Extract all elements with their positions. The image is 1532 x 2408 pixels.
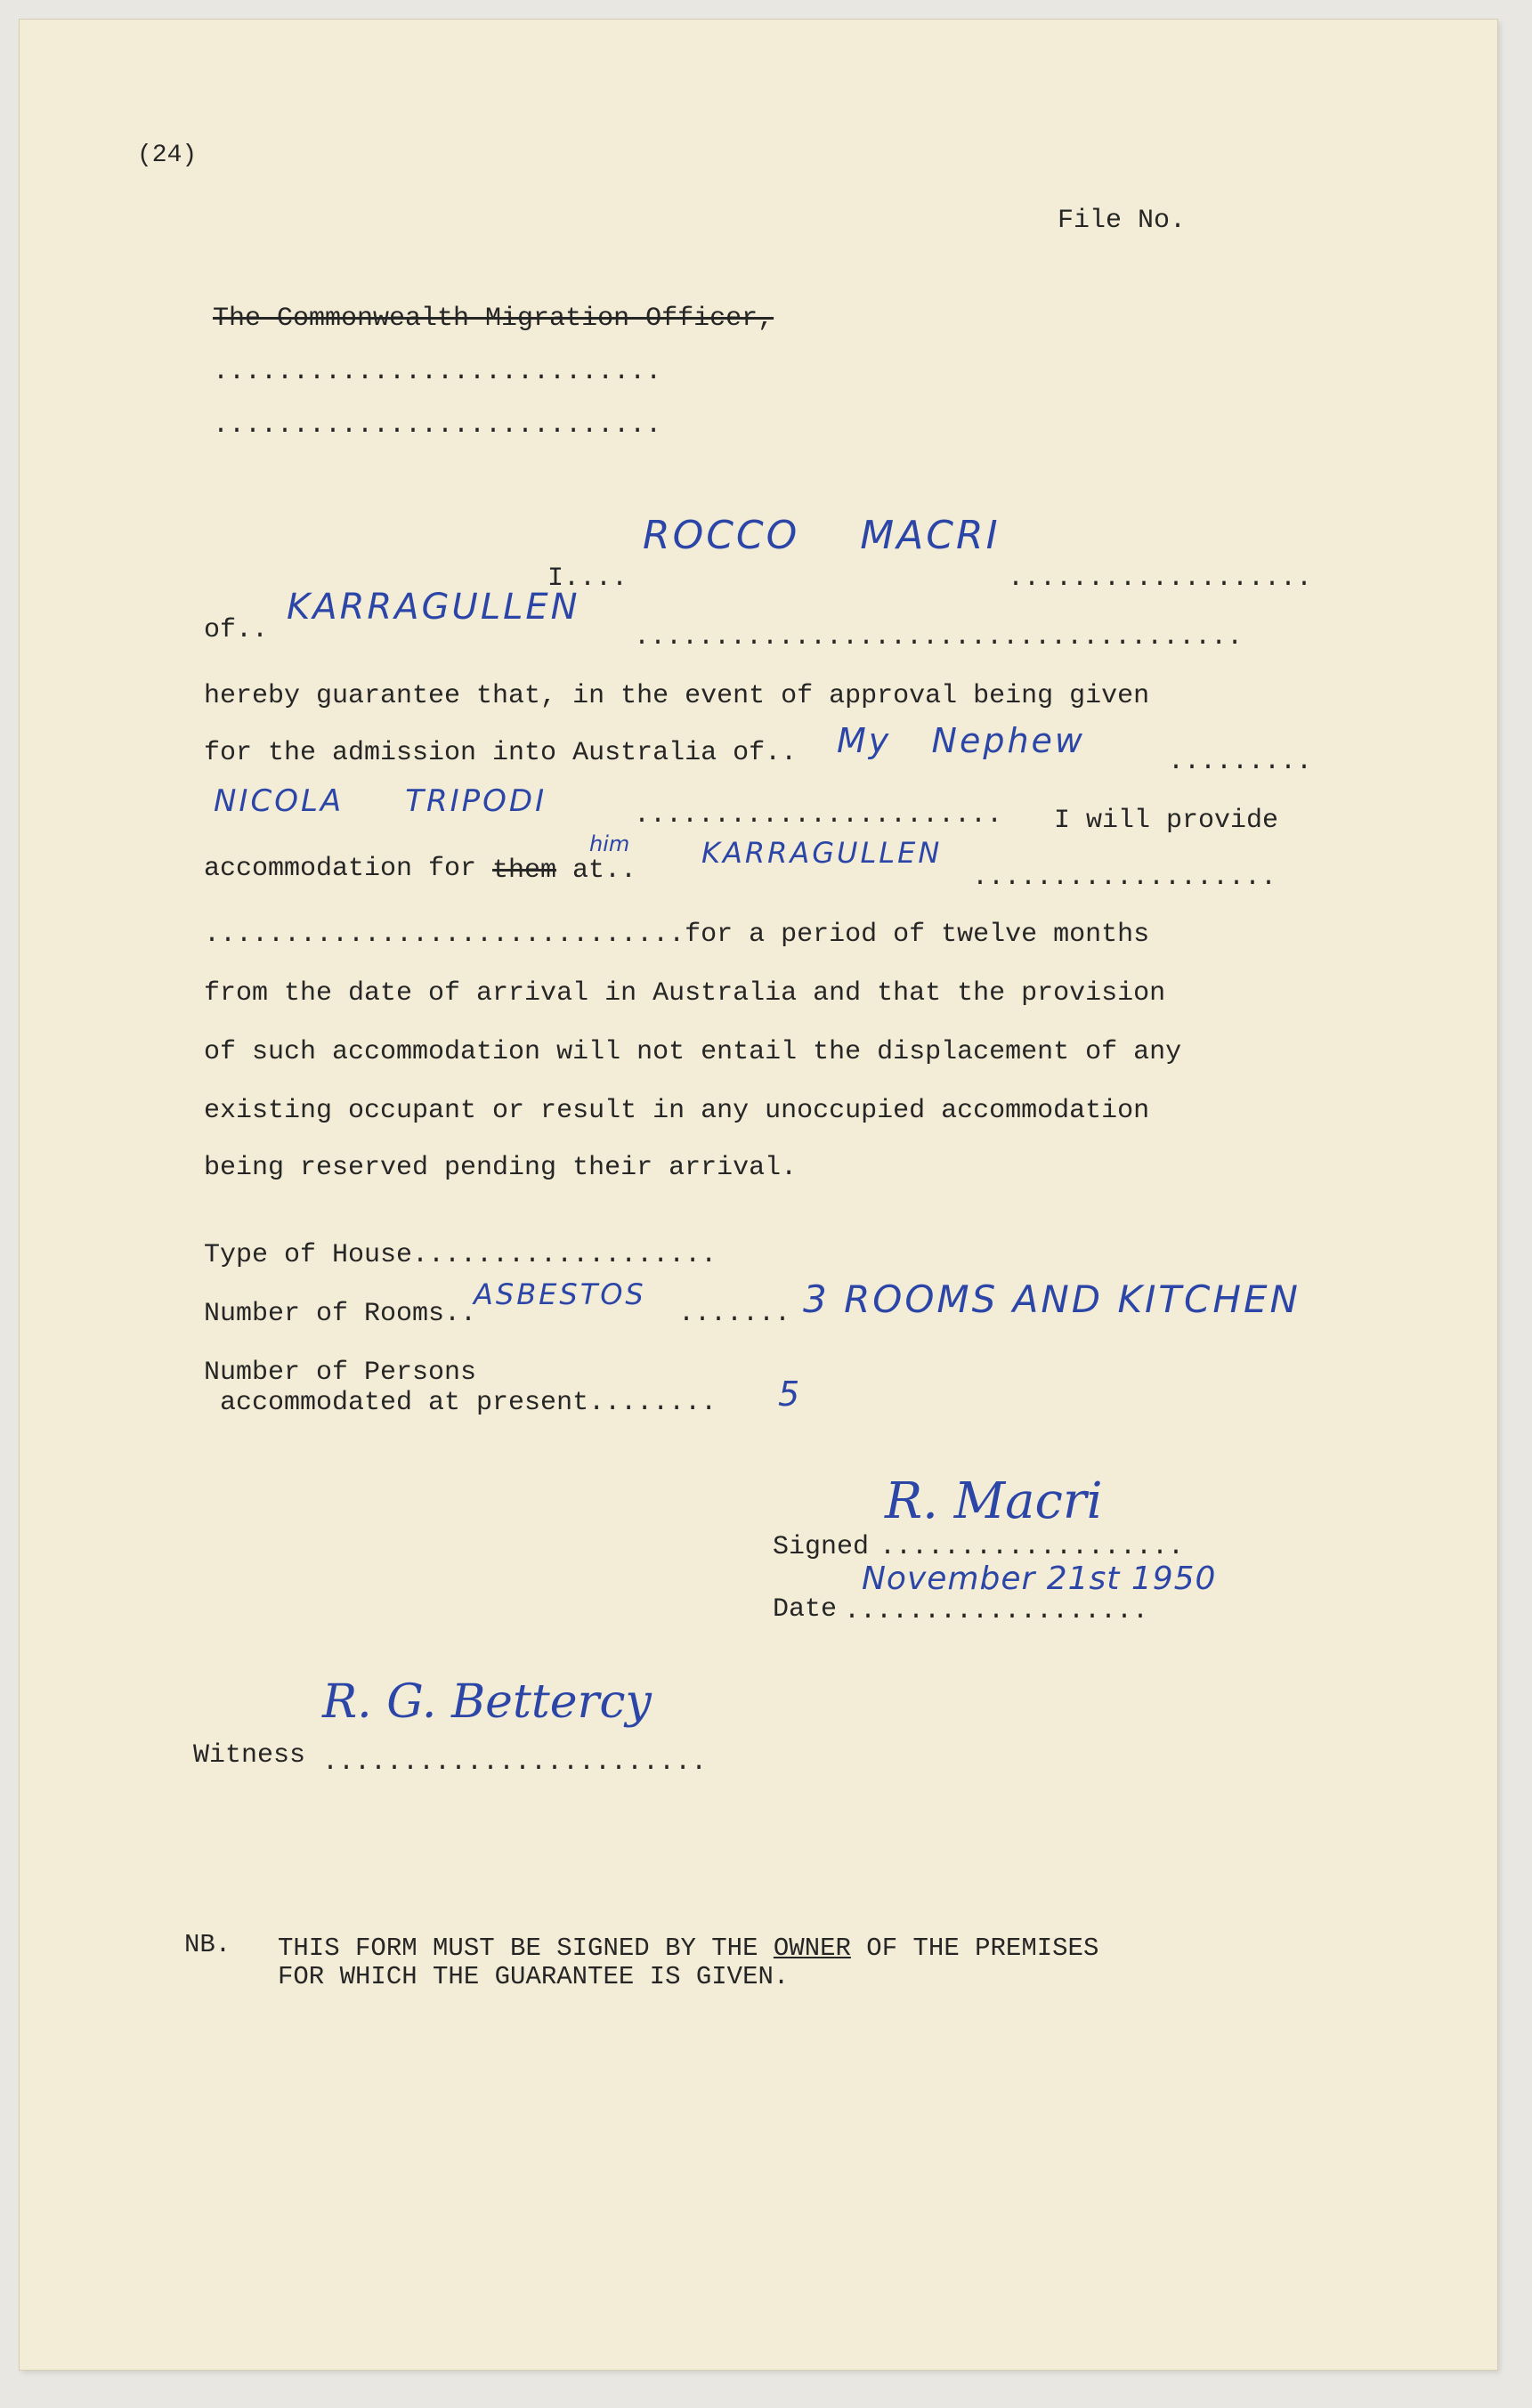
nominee-name: NICOLA TRIPODI — [214, 783, 547, 819]
body-line-3-dots: ....................... — [634, 800, 1003, 831]
address-line-2: ............................ — [213, 410, 662, 441]
of-prefix: of.. — [204, 615, 269, 645]
struck-pronoun: them — [492, 855, 557, 886]
persons-label-1: Number of Persons — [204, 1358, 477, 1388]
note-line-1-c: OF THE PREMISES — [850, 1934, 1099, 1963]
accommodation-place: KARRAGULLEN — [701, 836, 943, 870]
note-line-2: FOR WHICH THE GUARANTEE IS GIVEN. — [278, 1962, 790, 1991]
rooms-label: Number of Rooms.. — [204, 1299, 477, 1329]
address-line-1: ............................ — [213, 357, 662, 387]
guarantor-prefix: I.... — [547, 563, 628, 594]
witness-dots: ........................ — [322, 1747, 708, 1778]
inserted-pronoun: him — [589, 831, 630, 856]
date-value: November 21st 1950 — [862, 1561, 1217, 1597]
body-line-3-text: I will provide — [1054, 806, 1279, 836]
guarantor-name: ROCCO MACRI — [643, 513, 1001, 558]
document-page — [20, 20, 1497, 2370]
house-type-label: Type of House................... — [204, 1240, 717, 1270]
note-prefix: NB. — [184, 1930, 231, 1959]
body-line-5: ..............................for a period of twelve months — [204, 920, 1150, 950]
body-line-7: of such accommodation will not entail the displacement of any — [204, 1037, 1182, 1067]
date-label: Date — [773, 1594, 838, 1625]
body-line-8: existing occupant or result in any unoccupied accommodation — [204, 1096, 1150, 1126]
signed-label: Signed — [773, 1532, 870, 1562]
note-owner: OWNER — [773, 1934, 851, 1963]
body-line-4-dots: ................... — [972, 863, 1277, 893]
addressee: The Commonwealth Migration Officer, — [213, 304, 774, 334]
note-line-1 — [278, 1935, 1098, 1962]
persons-value: 5 — [778, 1374, 803, 1414]
body-line-4-at: at.. — [556, 855, 637, 886]
page-number: (24) — [137, 142, 198, 169]
body-line-6: from the date of arrival in Australia and that the provision — [204, 978, 1166, 1009]
witness-signature: R. G. Bettercy — [322, 1675, 652, 1729]
body-line-2-dots: ......... — [1168, 747, 1313, 777]
body-line-9: being reserved pending their arrival. — [204, 1153, 798, 1183]
signed-dots: ................... — [879, 1532, 1185, 1562]
rooms-value-2: 3 ROOMS AND KITCHEN — [803, 1277, 1301, 1321]
file-no-label: File No. — [1058, 206, 1187, 236]
body-line-2-prefix: for the admission into Australia of.. — [204, 738, 798, 768]
signature-value: R. Macri — [885, 1472, 1103, 1530]
witness-label: Witness — [193, 1740, 306, 1771]
body-line-2-relation: My Nephew — [837, 721, 1085, 760]
guarantor-dots: ................... — [1008, 563, 1313, 594]
of-dots: ...................................... — [634, 622, 1244, 653]
note-line-1-a: THIS FORM MUST BE SIGNED BY THE — [278, 1934, 774, 1963]
rooms-value: ASBESTOS — [474, 1277, 646, 1311]
of-place: KARRAGULLEN — [287, 587, 580, 628]
rooms-dots: ....... — [678, 1299, 791, 1329]
body-line-4-prefix: accommodation for — [204, 854, 493, 884]
persons-label-2: accommodated at present........ — [204, 1388, 717, 1418]
date-dots: ................... — [844, 1596, 1149, 1626]
body-line-1: hereby guarantee that, in the event of approval being given — [204, 681, 1150, 711]
